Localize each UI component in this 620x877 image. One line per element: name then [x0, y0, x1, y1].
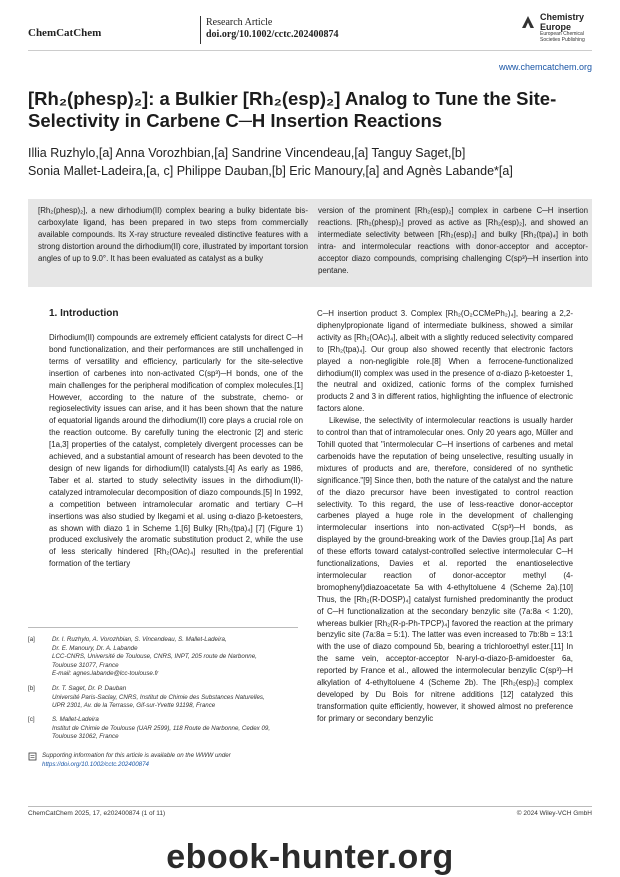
- footnote-label: [c]: [28, 716, 35, 723]
- publisher-name: [540, 12, 584, 32]
- author-list: [28, 144, 588, 180]
- header-divider: [200, 16, 201, 44]
- footnote-rule: [28, 627, 298, 628]
- footnote-b: [28, 685, 298, 711]
- body-paragraph: Likewise, the selectivity of intermolecular reactions is usually harder to control than that of intramolecular ones. Only 20 years ago, Müller and Tohill quoted that "intermolecular C─H insertions of carbenes and metal carbenoids have the reputation of being unselective, resulting usually in mixtures of products and are, therefore, considered of no synthetic significance."[9] Since then, both the nature of the catalyst and the nature of the diazo precursor have been investigated to control reaction selectivity. To this regard, the use of less-reactive donor-acceptor carbenes played a huge role in the development of challenging intermolecular insertions into non-activated C(sp³)─H bonds, as displayed by the ground-breaking work of the Davies group.[1a] As part of these efforts toward catalyst-controlled selective intermolecular C─H functionalizations, Davies et al. reported the enantioselective intermolecular reaction of donor-acceptor methyl (4-bromophenyl)diazoacetate 5a with 4-ethyltoluene 4 (Scheme 2a).[10] Thus, the [Rh₂(R-DOSP)₄] catalyst furnished predominantly the product of C─H functionalization at the secondary benzylic site (7a:8a < 1:20), whereas bulkier [Rh₂(R-p-Ph-TPCP)₄] favored the reaction at the primary benzylic site (7a:8a = 5:1). The latter was even increased to 7b:8b = 13:1 with the use of diazo compound 5b, bearing a trichloroethyl ester.[11] In the same vein, acceptor-acceptor N-aryl-α-diazo-β-amidoester 6a, reported by France et al., allowed the intermolecular benzylic C(sp³)─H alkylation of 4-ethyltoluene 4 (Scheme 2b). The [Rh₂(esp)₂] complex developed by Du Bois for nitrene additions [12] catalyzed this transformation quite efficiently, however, it showed almost no preference for primary or secondary benzylic: [317, 416, 573, 723]
- footnote-line: Dr. I. Ruzhylo, A. Vorozhbian, S. Vincendeau, S. Mallet-Ladeira,: [52, 636, 227, 643]
- footnote-line: Toulouse 31062, France: [52, 733, 119, 741]
- footer-citation: ChemCatChem 2025, 17, e202400874 (1 of 11): [28, 810, 166, 817]
- publisher-sub2: Societies Publishing: [540, 37, 585, 43]
- body-left-column: [49, 332, 303, 570]
- watermark: ebook-hunter.org: [166, 838, 454, 876]
- publisher-line1: Chemistry: [540, 12, 585, 22]
- section-heading: 1. Introduction: [49, 308, 119, 319]
- footnote-line: Dr. T. Saget, Dr. P. Dauban: [52, 685, 127, 692]
- footer-copyright: © 2024 Wiley-VCH GmbH: [516, 810, 592, 817]
- footnote-line: Institut de Chimie de Toulouse (UAR 2599), 118 Route de Narbonne, Cedex 09,: [52, 724, 271, 732]
- journal-name: ChemCatChem: [28, 27, 102, 39]
- publisher-subtitle: [540, 31, 585, 43]
- footnote-line: Toulouse 31077, France: [52, 661, 119, 669]
- page-header: [0, 0, 620, 56]
- publisher-sub1: European Chemical: [540, 31, 584, 37]
- abstract-box: [28, 199, 592, 287]
- footnote-email[interactable]: E-mail: agnes.labande@lcc-toulouse.fr: [52, 670, 159, 678]
- footnote-label: [b]: [28, 685, 35, 692]
- supporting-info-text: Supporting information for this article is available on the WWW under: [42, 752, 231, 759]
- footnote-line: Dr. E. Manoury, Dr. A. Labande: [52, 644, 138, 652]
- chemistry-europe-logo-icon: [520, 14, 536, 30]
- document-icon: [28, 752, 37, 765]
- footnote-line: UPR 2301, Av. de la Terrasse, Gif-sur-Yvette 91198, France: [52, 702, 216, 710]
- article-title: [Rh₂(phesp)₂]: a Bulkier [Rh₂(esp)₂] Analog to Tune the Site-Selectivity in Carbene C─H Insertion Reactions: [28, 88, 557, 131]
- footnote-line: LCC-CNRS, Université de Toulouse, CNRS, INPT, 205 route de Narbonne,: [52, 653, 257, 661]
- website-link[interactable]: www.chemcatchem.org: [498, 62, 592, 72]
- footnote-c: [28, 716, 298, 742]
- footnote-a: [28, 636, 298, 679]
- abstract-left: [Rh₂(phesp)₂], a new dirhodium(II) complex bearing a bulky bidentate bis-carboxylate ligand, has been prepared in two steps from commercially available compounds. Its X-ray structure revealed distinctive features with a strong distortion around the dirhodium(II) core, illustrated by important torsion angles of up to 9.0°. It has been evaluated as catalyst as a bulky: [38, 206, 308, 263]
- footnote-line: S. Mallet-Ladeira: [52, 716, 99, 723]
- abstract-right: version of the prominent [Rh₂(esp)₂] complex in carbene C─H insertion reactions. [Rh₂(phesp)₂] proved as active as [Rh₂(esp)₂], and showed an intermediate selectivity between [Rh₂(esp)₂] and bulky [Rh₂(tpa)₄] in both intra- and intermolecular reactions with donor-acceptor and acceptor-acceptor diazo compounds, comprising challenging C(sp³)─H insertion into pentane.: [318, 206, 588, 275]
- doi-link[interactable]: doi.org/10.1002/cctc.202400874: [206, 29, 339, 40]
- author-line-1: Illia Ruzhylo,[a] Anna Vorozhbian,[a] Sandrine Vincendeau,[a] Tanguy Saget,[b]: [28, 146, 466, 160]
- body-paragraph: C─H insertion product 3. Complex [Rh₂(O₂CCMePh₂)₄], bearing a 2,2-diphenylpropionate ligand of intermediate bulkiness, showed a similar activity as [Rh₂(OAc)₄], albeit with a slightly reduced selectivity compared to [Rh₂(tpa)₄]. Our group also showed recently that electronic factors played a non-negligible role.[8] When a ferrocene-functionalized dirhodium(II) complex was used in the presence of α-diazo β-ketoester 1, the neutral and oxidized, cationic forms of the complex furnished products 2 and 3 in different ratios, highlighting the influence of electronic factors alone.: [317, 309, 573, 414]
- supporting-info: [28, 752, 298, 769]
- author-line-2: Sonia Mallet-Ladeira,[a, c] Philippe Dauban,[b] Eric Manoury,[a] and Agnès Labande*[a]: [28, 164, 513, 178]
- article-type: Research Article: [206, 17, 273, 28]
- supporting-info-link[interactable]: https://doi.org/10.1002/cctc.202400874: [42, 760, 149, 768]
- header-rule: [28, 50, 592, 51]
- footnote-line: Université Paris-Saclay, CNRS, Institut de Chimie des Substances Naturelles,: [52, 693, 265, 701]
- footnote-label: [a]: [28, 636, 35, 643]
- body-right-column: [317, 308, 573, 725]
- footer-rule: [28, 806, 592, 807]
- body-paragraph: Dirhodium(II) compounds are extremely efficient catalysts for direct C─H bond functionalization, and their performances are still unchallenged in terms of versatility and efficiency, particularly for the site-selective insertion of carbenes into non-activated C(sp³)─H bonds, one of the main challenges for the peripheral modification of complex molecules.[1] However, according to the nature of the substrate, chemo- or regioselectivity issues can arise, and it has been shown that the nature of equatorial ligands around the dirhodium(II) core plays a crucial role on the reaction outcome. By carefully tuning the electronic [2] and steric [1a,3] properties of the catalyst, completely divergent processes can be achieved, and a substantial amount of research has been devoted to the design of new ligands for dirhodium(II) catalysts.[4] As early as 1986, Taber et al. started to study selectivity issues in the dirhodium(II)-catalyzed intramolecular decomposition of diazo compounds.[5] In 1992, a competition between intramolecular aromatic and tertiary C─H insertions was also studied by Ikegami et al. using α-diazo β-ketoesters, as shown with diazo 1 in Scheme 1.[6] Bulky [Rh₂(tpa)₄] [7] (Figure 1) produced exclusively the aromatic substitution product 2, while the use of less sterically hindered [Rh₂(OAc)₄] resulted in the preferential formation of the tertiary: [49, 333, 303, 569]
- publisher-line2: Europe: [540, 22, 572, 32]
